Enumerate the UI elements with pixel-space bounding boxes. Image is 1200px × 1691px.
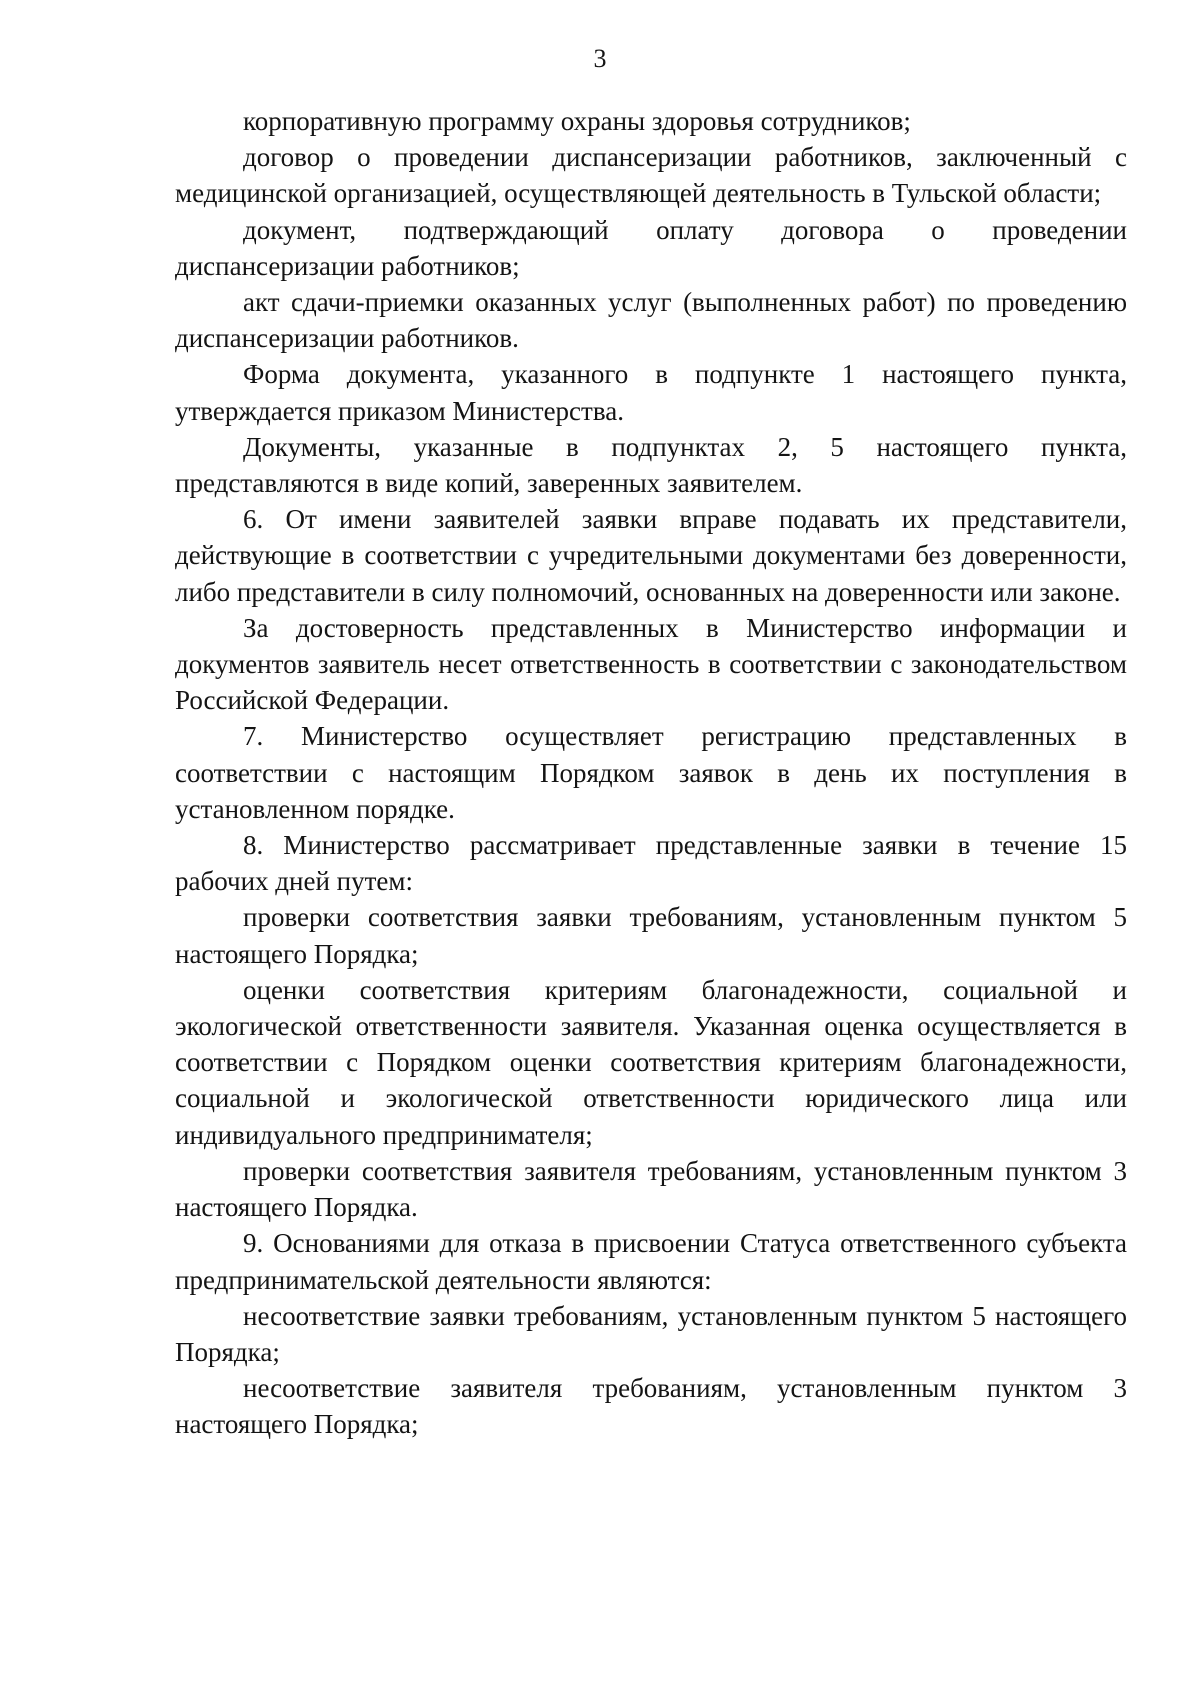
paragraph-item-9: 9. Основаниями для отказа в присвоении Статуса ответственного субъекта предпринимательской деятельности являются: [175, 1228, 1127, 1295]
paragraph-refusal-applicant: несоответствие заявителя требованиям, установленным пунктом 3 настоящего Порядка; [175, 1373, 1127, 1440]
paragraph-item-7: 7. Министерство осуществляет регистрацию представленных в соответствии с настоящим Порядком заявок в день их поступления в установленном порядке. [175, 721, 1127, 824]
paragraph-responsibility: За достоверность представленных в Министерство информации и документов заявитель несет ответственность в соответствии с законодательством Российской Федерации. [175, 612, 1127, 716]
paragraph-medical-contract: договор о проведении диспансеризации работников, заключенный с медицинской организацией, осуществляющей деятельность в Тульской области; [175, 142, 1127, 209]
paragraph-item-8: 8. Министерство рассматривает представленные заявки в течение 15 рабочих дней путем: [175, 830, 1127, 897]
paragraph-check-applicant: проверки соответствия заявителя требованиям, установленным пунктом 3 настоящего Порядка. [175, 1155, 1127, 1223]
paragraph-health-program: корпоративную программу охраны здоровья сотрудников; [243, 106, 911, 136]
paragraph-assessment: оценки соответствия критериям благонадежности, социальной и экологической ответственности заявителя. Указанная оценка осуществляется в соответствии с Порядком оценки соответствия критериям благонадежности, социальной и экологической ответственности юридического лица или индивидуального предпринимателя; [175, 974, 1127, 1150]
paragraph-item-6: 6. От имени заявителей заявки вправе подавать их представители, действующие в соответствии с учредительными документами без доверенности, либо представители в силу полномочий, основанных на доверенности или законе. [175, 504, 1127, 607]
paragraph-payment-document: документ, подтверждающий оплату договора о проведении диспансеризации работников; [175, 214, 1127, 281]
paragraph-form-approval: Форма документа, указанного в подпункте 1 настоящего пункта, утверждается приказом Министерства. [175, 359, 1127, 426]
paragraph-acceptance-act: акт сдачи-приемки оказанных услуг (выполненных работ) по проведению диспансеризации работников. [175, 287, 1127, 354]
paragraph-refusal-application: несоответствие заявки требованиям, установленным пунктом 5 настоящего Порядка; [175, 1300, 1127, 1367]
document-body [175, 103, 1127, 1443]
paragraph-check-application: проверки соответствия заявки требованиям, установленным пунктом 5 настоящего Порядка; [175, 902, 1127, 969]
paragraph-copies: Документы, указанные в подпунктах 2, 5 настоящего пункта, представляются в виде копий, заверенных заявителем. [175, 431, 1127, 499]
page-number: 3 [593, 44, 607, 73]
